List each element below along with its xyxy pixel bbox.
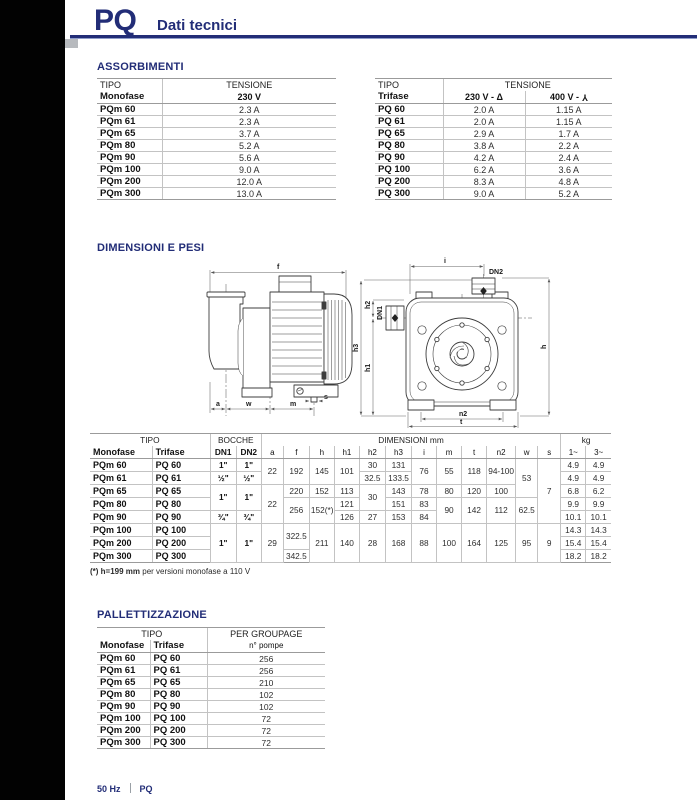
table-row	[97, 689, 325, 701]
cell-h: 152(*)	[309, 498, 334, 524]
current-cell: 3.7 A	[162, 128, 336, 140]
table-group-header-row	[97, 628, 325, 641]
table-row	[97, 725, 325, 737]
cell-mono: PQm 80	[97, 689, 150, 701]
dim-label-h1: h1	[365, 363, 372, 372]
table-row	[97, 116, 336, 128]
dim-label-s: s	[324, 394, 328, 401]
monophase-current-table	[97, 78, 336, 200]
pump-type-cell: PQ 90	[375, 152, 443, 164]
group-header-groupage: PER GROUPAGE	[207, 628, 325, 641]
table-subheader-row	[97, 91, 336, 104]
current-delta-cell: 9.0 A	[443, 188, 525, 200]
cell-pumps-count: 102	[207, 689, 325, 701]
cell-tri: PQ 200	[152, 537, 210, 550]
table-row	[97, 164, 336, 176]
section-title-assorbimenti: ASSORBIMENTI	[97, 61, 184, 73]
dim-label-a: a	[216, 401, 220, 408]
col-header-w: w	[516, 446, 538, 459]
col-header-m: m	[437, 446, 462, 459]
col-header-trifase: Trifase	[152, 446, 210, 459]
footnote-text: per versioni monofase a 110 V	[140, 567, 251, 576]
table-row	[90, 498, 611, 511]
cell-kg1: 9.9	[561, 498, 586, 511]
subheader-230v-delta: 230 V - Δ	[443, 91, 525, 104]
cell-mono: PQm 90	[90, 511, 152, 524]
footer-frequency: 50 Hz	[97, 784, 121, 794]
pump-front-view-drawing	[352, 250, 567, 430]
dim-label-i: i	[444, 258, 446, 265]
dim-label-dn2: DN2	[489, 269, 504, 276]
cell-mono: PQm 200	[90, 537, 152, 550]
cell-i: 88	[412, 524, 437, 563]
pump-type-cell: PQ 65	[375, 128, 443, 140]
cell-mono: PQm 100	[97, 713, 150, 725]
cell-kg3: 18.2	[586, 550, 611, 563]
cell-pumps-count: 256	[207, 653, 325, 665]
cell-mono: PQm 60	[97, 653, 150, 665]
cell-t: 142	[462, 498, 487, 524]
cell-kg1: 6.8	[561, 485, 586, 498]
current-delta-cell: 4.2 A	[443, 152, 525, 164]
cell-kg1: 18.2	[561, 550, 586, 563]
current-star-cell: 5.2 A	[525, 188, 612, 200]
cell-h2: 32.5	[359, 472, 385, 485]
table-group-header-row	[90, 434, 611, 447]
cell-t: 118	[462, 459, 487, 485]
cell-h: 152	[309, 485, 334, 498]
table-subheader-row	[97, 640, 325, 653]
current-cell: 5.6 A	[162, 152, 336, 164]
product-title: PQ	[94, 4, 137, 37]
col-header-dn2: DN2	[236, 446, 261, 459]
dim-label-dn1: DN1	[377, 305, 384, 320]
cell-pumps-count: 210	[207, 677, 325, 689]
subheader-230v: 230 V	[162, 91, 336, 104]
cell-m: 90	[437, 498, 462, 524]
cell-h2: 30	[359, 459, 385, 472]
cell-tri: PQ 61	[150, 665, 207, 677]
star-connection-symbol: Y	[581, 92, 588, 103]
group-header-kg: kg	[561, 434, 611, 447]
cell-kg1: 14.3	[561, 524, 586, 537]
cell-pumps-count: 102	[207, 701, 325, 713]
dim-label-f: f	[277, 264, 280, 271]
current-star-cell: 2.4 A	[525, 152, 612, 164]
col-header-h1: h1	[334, 446, 359, 459]
cell-dn1: 1"	[210, 459, 236, 472]
cell-h1: 113	[334, 485, 359, 498]
table-row	[90, 459, 611, 472]
cell-tri: PQ 80	[152, 498, 210, 511]
pump-side-view-drawing	[196, 256, 361, 426]
col-header-n2: n2	[487, 446, 516, 459]
footer-product: PQ	[139, 784, 153, 794]
cell-h3: 143	[385, 485, 411, 498]
cell-tri: PQ 90	[152, 511, 210, 524]
cell-tri: PQ 300	[152, 550, 210, 563]
cell-kg3: 4.9	[586, 472, 611, 485]
group-header-tipo: TIPO	[97, 628, 207, 641]
pump-type-cell: PQm 200	[97, 176, 162, 188]
current-delta-cell: 8.3 A	[443, 176, 525, 188]
subheader-400v-star	[525, 91, 612, 104]
cell-tri: PQ 61	[152, 472, 210, 485]
cell-kg1: 4.9	[561, 472, 586, 485]
col-header-h3: h3	[385, 446, 411, 459]
cell-h: 211	[309, 524, 334, 563]
cell-tri: PQ 90	[150, 701, 207, 713]
cell-tri: PQ 100	[150, 713, 207, 725]
cell-n2: 94-100	[487, 459, 516, 485]
col-header-monofase: Monofase	[97, 640, 150, 653]
cell-tri: PQ 60	[152, 459, 210, 472]
cell-dn2: ½"	[236, 472, 261, 485]
col-header-tipo: TIPO	[97, 79, 162, 92]
footnote	[90, 567, 250, 576]
dim-label-h2: h2	[365, 300, 372, 309]
cell-mono: PQm 100	[90, 524, 152, 537]
pump-type-cell: PQm 60	[97, 104, 162, 116]
table-row	[375, 104, 612, 116]
current-cell: 9.0 A	[162, 164, 336, 176]
cell-h: 145	[309, 459, 334, 485]
table-header-row	[97, 79, 336, 92]
table-row	[375, 164, 612, 176]
pump-type-cell: PQm 100	[97, 164, 162, 176]
current-cell: 2.3 A	[162, 104, 336, 116]
cell-tri: PQ 300	[150, 737, 207, 749]
dim-label-m: m	[290, 401, 297, 408]
cell-h2: 30	[359, 485, 385, 511]
cell-dn1: ½"	[210, 472, 236, 485]
cell-h1: 126	[334, 511, 359, 524]
table-subheader-row	[90, 446, 611, 459]
cell-kg3: 10.1	[586, 511, 611, 524]
cell-dn2: ¾"	[236, 511, 261, 524]
cell-h3: 168	[385, 524, 411, 563]
table-row	[375, 188, 612, 200]
dim-label-t: t	[460, 419, 463, 426]
cell-f: 256	[283, 498, 309, 524]
pump-type-cell: PQ 100	[375, 164, 443, 176]
page-footer	[97, 783, 153, 794]
col-header-n-pompe: n° pompe	[207, 640, 325, 653]
table-header-row	[375, 79, 612, 92]
table-row	[375, 176, 612, 188]
current-star-cell: 1.15 A	[525, 116, 612, 128]
cell-h3: 153	[385, 511, 411, 524]
cell-pumps-count: 72	[207, 725, 325, 737]
pump-type-cell: PQm 61	[97, 116, 162, 128]
cell-mono: PQm 65	[90, 485, 152, 498]
cell-kg3: 6.2	[586, 485, 611, 498]
cell-h1: 121	[334, 498, 359, 511]
cell-tri: PQ 200	[150, 725, 207, 737]
footnote-bold: (*) h=199 mm	[90, 567, 141, 576]
cell-w: 62.5	[516, 498, 538, 524]
table-row	[97, 140, 336, 152]
cell-dn1: 1"	[210, 485, 236, 511]
table-subheader-row	[375, 91, 612, 104]
cell-tri: PQ 60	[150, 653, 207, 665]
table-row	[375, 116, 612, 128]
col-header-t: t	[462, 446, 487, 459]
page-subtitle: Dati tecnici	[157, 17, 238, 34]
cell-kg1: 4.9	[561, 459, 586, 472]
footer-divider	[130, 783, 131, 793]
pump-type-cell: PQ 200	[375, 176, 443, 188]
cell-w: 53	[516, 459, 538, 498]
cell-a: 22	[261, 485, 283, 524]
cell-mono: PQm 65	[97, 677, 150, 689]
pump-type-cell: PQ 80	[375, 140, 443, 152]
cell-tri: PQ 80	[150, 689, 207, 701]
current-star-cell: 1.7 A	[525, 128, 612, 140]
current-cell: 5.2 A	[162, 140, 336, 152]
dim-label-n2: n2	[459, 411, 468, 418]
cell-t: 164	[462, 524, 487, 563]
col-header-tensione: TENSIONE	[162, 79, 336, 92]
cell-s: 7	[538, 459, 561, 524]
cell-n2: 112	[487, 498, 516, 524]
cell-n2: 125	[487, 524, 516, 563]
cell-tri: PQ 100	[152, 524, 210, 537]
cell-tri: PQ 65	[150, 677, 207, 689]
col-header-3ph-kg: 3~	[586, 446, 611, 459]
table-row	[97, 701, 325, 713]
cell-kg1: 15.4	[561, 537, 586, 550]
cell-h3: 131	[385, 459, 411, 472]
pump-type-cell: PQ 61	[375, 116, 443, 128]
cell-a: 29	[261, 524, 283, 563]
cell-i: 83	[412, 498, 437, 511]
current-delta-cell: 2.0 A	[443, 116, 525, 128]
table-row	[97, 653, 325, 665]
cell-f: 322.5	[283, 524, 309, 550]
page-corner-tab	[65, 39, 78, 48]
table-row	[97, 152, 336, 164]
cell-mono: PQm 300	[90, 550, 152, 563]
col-header-monofase: Monofase	[90, 446, 152, 459]
cell-kg3: 9.9	[586, 498, 611, 511]
col-header-f: f	[283, 446, 309, 459]
cell-f: 342.5	[283, 550, 309, 563]
cell-mono: PQm 60	[90, 459, 152, 472]
current-star-cell: 2.2 A	[525, 140, 612, 152]
header-rule	[70, 35, 697, 39]
cell-dn1: ¾"	[210, 511, 236, 524]
cell-m: 100	[437, 524, 462, 563]
cell-mono: PQm 80	[90, 498, 152, 511]
cell-dn1: 1"	[210, 524, 236, 563]
pump-type-cell: PQm 90	[97, 152, 162, 164]
cell-pumps-count: 256	[207, 665, 325, 677]
subheader-monofase: Monofase	[97, 91, 162, 104]
cell-h3: 133.5	[385, 472, 411, 485]
cell-mono: PQm 61	[97, 665, 150, 677]
col-header-dn1: DN1	[210, 446, 236, 459]
threephase-current-table	[375, 78, 612, 200]
cell-m: 80	[437, 485, 462, 498]
cell-mono: PQm 61	[90, 472, 152, 485]
cell-w: 95	[516, 524, 538, 563]
current-cell: 13.0 A	[162, 188, 336, 200]
cell-i: 78	[412, 485, 437, 498]
cell-mono: PQm 90	[97, 701, 150, 713]
table-row	[97, 665, 325, 677]
table-row	[375, 140, 612, 152]
current-delta-cell: 3.8 A	[443, 140, 525, 152]
pump-type-cell: PQ 60	[375, 104, 443, 116]
current-delta-cell: 2.9 A	[443, 128, 525, 140]
cell-pumps-count: 72	[207, 713, 325, 725]
table-row	[97, 677, 325, 689]
table-row	[375, 128, 612, 140]
current-star-cell: 1.15 A	[525, 104, 612, 116]
cell-f: 220	[283, 485, 309, 498]
palletization-table	[97, 627, 325, 749]
cell-i: 84	[412, 511, 437, 524]
cell-h3: 151	[385, 498, 411, 511]
table-row	[97, 176, 336, 188]
cell-pumps-count: 72	[207, 737, 325, 749]
col-header-tensione: TENSIONE	[443, 79, 612, 92]
group-header-bocche: BOCCHE	[210, 434, 261, 447]
group-header-tipo: TIPO	[90, 434, 210, 447]
pump-type-cell: PQ 300	[375, 188, 443, 200]
current-star-cell: 4.8 A	[525, 176, 612, 188]
cell-tri: PQ 65	[152, 485, 210, 498]
cell-kg3: 14.3	[586, 524, 611, 537]
table-row	[90, 524, 611, 537]
cell-dn2: 1"	[236, 485, 261, 511]
dim-label-h: h	[541, 344, 548, 349]
pump-type-cell: PQm 80	[97, 140, 162, 152]
cell-kg1: 10.1	[561, 511, 586, 524]
col-header-trifase: Trifase	[150, 640, 207, 653]
table-row	[97, 188, 336, 200]
cell-mono: PQm 200	[97, 725, 150, 737]
cell-h2: 27	[359, 511, 385, 524]
col-header-a: a	[261, 446, 283, 459]
cell-dn2: 1"	[236, 459, 261, 472]
current-star-cell: 3.6 A	[525, 164, 612, 176]
table-row	[97, 713, 325, 725]
group-header-dimensioni: DIMENSIONI mm	[261, 434, 560, 447]
cell-a: 22	[261, 459, 283, 485]
cell-dn2: 1"	[236, 524, 261, 563]
dim-label-h3: h3	[353, 343, 360, 352]
section-title-dimensioni: DIMENSIONI E PESI	[97, 242, 205, 254]
table-row	[97, 737, 325, 749]
table-row	[97, 128, 336, 140]
subheader-trifase: Trifase	[375, 91, 443, 104]
cell-m: 55	[437, 459, 462, 485]
cell-h1: 140	[334, 524, 359, 563]
col-header-i: i	[412, 446, 437, 459]
pump-type-cell: PQm 65	[97, 128, 162, 140]
col-header-s: s	[538, 446, 561, 459]
col-header-h2: h2	[359, 446, 385, 459]
cell-h1: 101	[334, 459, 359, 485]
current-cell: 2.3 A	[162, 116, 336, 128]
cell-h2: 28	[359, 524, 385, 563]
col-header-h: h	[309, 446, 334, 459]
left-black-bar	[0, 0, 65, 800]
cell-t: 120	[462, 485, 487, 498]
section-title-pallettizzazione: PALLETTIZZAZIONE	[97, 609, 207, 621]
cell-i: 76	[412, 459, 437, 485]
dim-label-w: w	[246, 401, 252, 408]
current-cell: 12.0 A	[162, 176, 336, 188]
cell-kg3: 4.9	[586, 459, 611, 472]
pump-type-cell: PQm 300	[97, 188, 162, 200]
cell-kg3: 15.4	[586, 537, 611, 550]
table-row	[97, 104, 336, 116]
table-row	[375, 152, 612, 164]
dimensions-weights-table	[90, 433, 611, 563]
col-header-1ph-kg: 1~	[561, 446, 586, 459]
col-header-tipo: TIPO	[375, 79, 443, 92]
cell-mono: PQm 300	[97, 737, 150, 749]
cell-f: 192	[283, 459, 309, 485]
cell-n2: 100	[487, 485, 516, 498]
current-delta-cell: 2.0 A	[443, 104, 525, 116]
cell-s: 9	[538, 524, 561, 563]
current-delta-cell: 6.2 A	[443, 164, 525, 176]
subheader-400v-text: 400 V -	[549, 92, 582, 102]
